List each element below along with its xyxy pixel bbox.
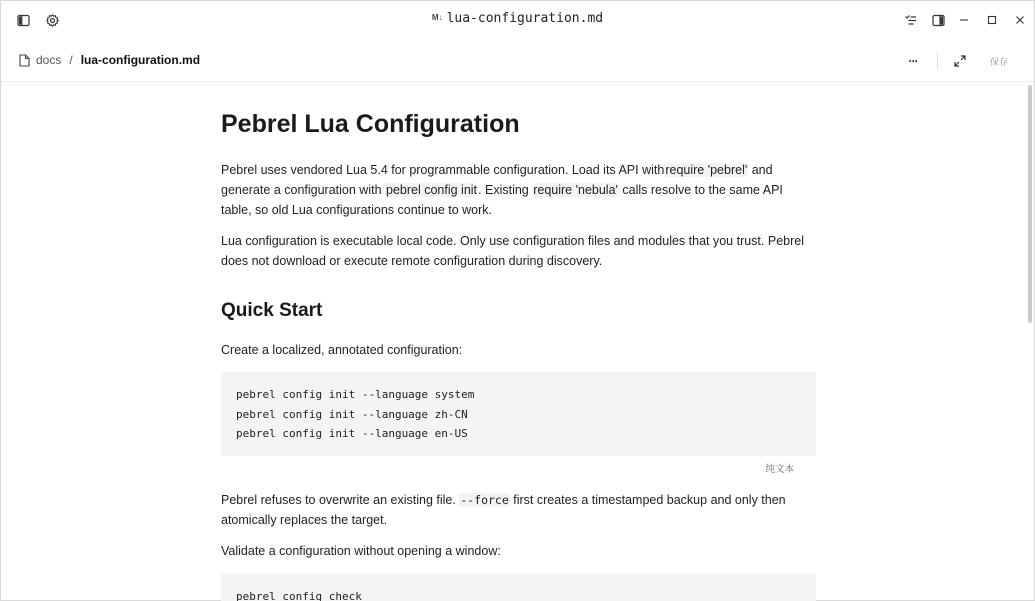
minimize-icon[interactable] <box>953 9 975 31</box>
toolbar-divider <box>937 52 938 70</box>
scrollbar-thumb[interactable] <box>1028 85 1032 323</box>
breadcrumb <box>19 53 200 67</box>
inline-code: pebrel config init <box>386 183 478 197</box>
section-heading-quick-start: Quick Start <box>221 300 323 321</box>
text-span: Pebrel refuses to overwrite an existing file. <box>221 493 460 507</box>
title-bar <box>1 1 1034 39</box>
text-span: Pebrel uses vendored Lua 5.4 for programmable configuration. Load its API with <box>221 163 665 177</box>
breadcrumb-separator: / <box>69 53 73 67</box>
page-title: Pebrel Lua Configuration <box>221 110 520 138</box>
file-icon <box>19 54 30 67</box>
breadcrumb-current-file: lua-configuration.md <box>80 53 201 67</box>
text-span: first creates a timestamped backup and only then atomically replaces the target. <box>221 493 786 527</box>
expand-icon[interactable] <box>951 51 969 71</box>
security-paragraph: Lua configuration is executable local code. Only use configuration files and modules that you trust. Pebrel does not download or execute remote configuration during discovery. <box>221 234 804 268</box>
save-button[interactable]: 保存 <box>989 56 1008 67</box>
more-options-button[interactable]: ··· <box>908 54 918 68</box>
code-block <box>221 372 816 456</box>
code-block <box>221 573 816 601</box>
breadcrumb-folder[interactable]: docs <box>36 53 62 67</box>
inline-code: require 'nebula' <box>533 183 618 197</box>
code-line: pebrel config init --language zh-CN <box>236 407 468 421</box>
window-title-text: lua-configuration.md <box>446 11 604 26</box>
text-span: calls resolve to the same API table, so old Lua configurations continue to work. <box>221 183 783 217</box>
create-paragraph: Create a localized, annotated configuration: <box>221 343 463 357</box>
code-line: pebrel config init --language system <box>236 388 475 401</box>
outline-icon[interactable] <box>899 9 921 31</box>
text-span: and generate a configuration with <box>221 163 773 197</box>
code-line: pebrel config check <box>236 590 362 601</box>
markdown-icon: M↓ <box>431 13 443 22</box>
document-toolbar <box>1 41 1034 82</box>
inline-code: require 'pebrel' <box>665 163 748 177</box>
code-language-label[interactable]: 纯文本 <box>765 464 794 475</box>
window-title <box>1 11 1034 26</box>
intro-paragraph <box>221 160 816 220</box>
validate-paragraph: Validate a configuration without opening a window: <box>221 544 501 558</box>
text-span: . Existing <box>478 183 533 197</box>
close-icon[interactable] <box>1009 9 1031 31</box>
overwrite-paragraph <box>221 490 816 530</box>
split-view-icon[interactable] <box>927 9 949 31</box>
maximize-icon[interactable] <box>981 9 1003 31</box>
code-line: pebrel config init --language en-US <box>236 427 468 440</box>
inline-code: --force <box>460 493 509 507</box>
